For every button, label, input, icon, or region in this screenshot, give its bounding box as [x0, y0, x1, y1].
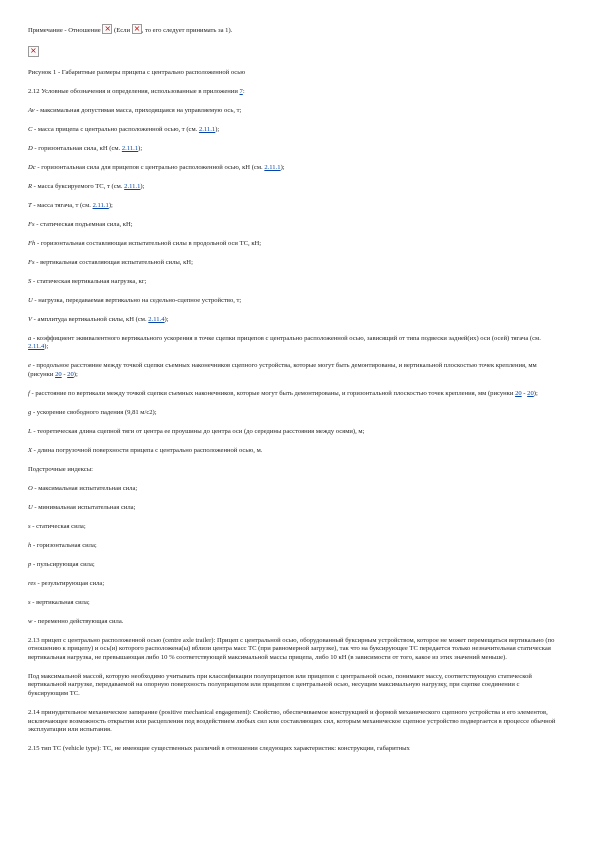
section-2-15: 2.15 тип ТС (vehicle type): ТС, не имеющие существенных различий в отношении следующих характеристик: конструкции, габаритных [28, 745, 410, 753]
symbol: L [28, 427, 32, 435]
section-link[interactable]: 2.11.1 [124, 182, 141, 190]
symbol: V [28, 315, 33, 323]
symbol: C [28, 125, 33, 133]
definition-item [28, 278, 558, 287]
definition-text: - нагрузка, передаваемая вертикально на седельно-сцепное устройство, т; [32, 296, 242, 304]
section-link[interactable]: 2.11.1 [92, 201, 109, 209]
subscript-item [28, 580, 558, 589]
definition-tail: ); [108, 201, 113, 209]
definition-text: - длина погрузочной поверхности прицепа с центрально расположенной осью, м. [32, 446, 263, 454]
definition-text: - теоретическая длина сцепной тяги от центра ее проушины до центра оси (до середины расстояния между осями), м; [31, 427, 365, 435]
definition-text: - минимальная испытательная сила; [32, 503, 136, 511]
definition-e [28, 362, 558, 379]
section-link[interactable]: 2.11.4 [28, 343, 45, 351]
definition-text: - максимальная испытательная сила; [32, 484, 138, 492]
symbol: Fs [28, 258, 35, 266]
definition-text: - масса тягача, т (см. [31, 201, 93, 209]
definition-item [28, 126, 558, 135]
section-link[interactable]: 2.11.1 [198, 125, 216, 133]
symbol: U [28, 503, 33, 511]
section-link[interactable]: 2.11.1 [121, 144, 139, 152]
definition-tail: ); [164, 315, 169, 323]
definition-tail: ); [44, 343, 49, 351]
appendix-link[interactable]: 7 [239, 87, 243, 95]
definition-text: - масса буксируемого ТС, т (см. [32, 182, 125, 190]
definition-L [28, 428, 558, 437]
definition-item [28, 145, 558, 154]
symbol: w [28, 617, 33, 625]
symbol: T [28, 201, 32, 209]
figure-link[interactable]: 20 [67, 370, 74, 378]
symbol: h [28, 541, 32, 549]
section-2-13: 2.13 прицеп с центрально расположенной осью (centre axle trailer): Прицеп с центральной осью, оборудованный буксирным устройством, которое не может перемещаться вертикально (по отношению к прицепу) и ось(и) которого расположена(ы) вблизи центра масс ТС (при равномерной загрузке), так что на буксирующее ТС передается только незначительная статическая вертикальная нагрузка, не превышающая либо 10 % соответствующей максимальной массы прицепа, либо 10 кН (в зависимости от того, какое из этих значений меньше). [28, 636, 555, 661]
document-page [28, 24, 558, 764]
subscript-item [28, 523, 558, 532]
figure-link[interactable]: 20 [515, 389, 522, 397]
definition-X [28, 447, 558, 456]
definition-text: - статическая вертикальная нагрузка, кг; [31, 277, 147, 285]
definition-tail: ); [280, 163, 285, 171]
definition-text: - горизонтальная составляющая испытательной силы в продольной оси ТС, кН; [35, 239, 262, 247]
definition-item [28, 259, 558, 268]
subscript-item [28, 561, 558, 570]
symbol: f [28, 389, 30, 397]
definition-text: - продольное расстояние между точкой сцепки съемных наконечников сцепного устройства, которые могут быть демонтированы, и вертикальной плоскостью точек крепления, мм (рисунки [28, 362, 537, 378]
subscript-item [28, 618, 558, 627]
definition-tail: ); [533, 389, 538, 397]
broken-image-icon [102, 24, 112, 34]
broken-image-icon [132, 24, 142, 34]
symbol: Dc [28, 163, 36, 171]
section-2-12 [28, 88, 558, 97]
symbol: res [28, 579, 36, 587]
definition-tail: ); [138, 144, 143, 152]
definition-text: - пульсирующая сила; [31, 560, 95, 568]
definition-text: - вертикальная составляющая испытательной силы, кН; [34, 258, 193, 266]
definition-f [28, 390, 558, 399]
max-mass-paragraph: Под максимальной массой, которую необходимо учитывать при классификации полуприцепов или прицепов с центральной осью, понимают массу, соответствующую статической вертикальной нагрузке, передаваемой на опорную поверхность полуприцепом или прицепом с центральной осью, несущим максимальную нагрузку, при сцепке соединении с буксирующим ТС. [28, 672, 532, 698]
section-2-14: 2.14 принудительное механическое запирание (positive mechanical engagement): Свойство, обеспечиваемое конструкцией и формой механического сцепного устройства и его элементов, исключающее возможность открытия или расцепления под воздействием любых сил или составляющих сил, которым механическое сцепное устройство подвергается в процессе обычной эксплуатации или испытания. [28, 709, 556, 734]
symbol: S [28, 277, 32, 285]
definition-text: - горизонтальная сила; [31, 541, 97, 549]
symbol: D [28, 144, 33, 152]
definitions-list [28, 107, 558, 324]
definition-text: - результирующая сила; [35, 579, 105, 587]
definition-item [28, 202, 558, 211]
section-2-12-tail: : [242, 87, 245, 95]
definition-text: - вертикальная сила; [30, 598, 90, 606]
definition-text: - переменно действующая сила. [32, 617, 124, 625]
section-link[interactable]: 2.11.1 [264, 163, 281, 171]
symbol: s [28, 598, 31, 606]
symbol: X [28, 446, 33, 454]
definition-item [28, 183, 558, 192]
definition-tail: ); [73, 370, 78, 378]
definition-text: - масса прицепа с центрально расположенной осью, т (см. [32, 125, 199, 133]
subscript-item [28, 542, 558, 551]
definition-item [28, 221, 558, 230]
definition-item [28, 297, 558, 306]
symbol: Av [28, 106, 35, 114]
definition-text: - горизонтальная сила для прицепов с центрально расположенной осью, кН (см. [35, 163, 265, 171]
note-paragraph [28, 24, 558, 36]
definition-text: - статическая сила; [30, 522, 86, 530]
definition-text: - максимальная допустимая масса, приходящаяся на управляемую ось, т; [34, 106, 242, 114]
range-dash: - [521, 389, 528, 397]
section-link[interactable]: 2.11.4 [148, 315, 165, 323]
subscripts-list [28, 485, 558, 626]
figure-link[interactable]: 20 [55, 370, 62, 378]
subscripts-heading: Подстрочные индексы: [28, 465, 93, 473]
definition-text: - коэффициент эквивалентного вертикального ускорения в точке сцепки прицепов с центрально расположенной осью, зависящий от типа подвески задней(их) оси (осей) тягача (см. [31, 334, 541, 342]
symbol: a [28, 334, 32, 342]
definition-a [28, 335, 558, 352]
definition-item [28, 164, 558, 173]
figure-link[interactable]: 20 [527, 389, 534, 397]
note-text-end: , то его следует принимать за 1). [141, 27, 233, 34]
subscript-item [28, 504, 558, 513]
definition-text: - статическая подъемная сила, кН; [34, 220, 133, 228]
definition-text: - амплитуда вертикальной силы, кН (см. [32, 315, 149, 323]
subscript-item [28, 485, 558, 494]
symbol: R [28, 182, 33, 190]
note-text-mid: (Если [112, 27, 132, 34]
symbol: g [28, 408, 32, 416]
definition-tail: ); [215, 125, 220, 133]
symbol: s [28, 522, 31, 530]
definition-item [28, 240, 558, 249]
symbol: p [28, 560, 32, 568]
range-dash: - [61, 370, 68, 378]
section-2-12-text: 2.12 Условные обозначения и определения, использованные в приложении [28, 87, 240, 95]
symbol: Fh [28, 239, 36, 247]
note-text-start: Примечание - Отношение [28, 27, 103, 34]
definition-tail: ); [140, 182, 145, 190]
subscript-item [28, 599, 558, 608]
definition-text: - горизонтальная сила, кН (см. [32, 144, 122, 152]
symbol: U [28, 296, 33, 304]
definition-item [28, 316, 558, 325]
definition-text: - расстояние по вертикали между точкой сцепки съемных наконечников, которые могут быть демонтированы, и горизонтальной плоскостью точек крепления, мм (рисунки [29, 389, 516, 397]
figure-caption: Рисунок 1 - Габаритные размеры прицепа с центрально расположенной осью [28, 68, 246, 76]
symbol: Fs [28, 220, 35, 228]
definition-g [28, 409, 558, 418]
figure-broken-image-icon [28, 46, 39, 57]
definition-text: - ускорение свободного падения (9,81 м/с2); [31, 408, 157, 416]
symbol: e [28, 362, 31, 370]
definition-item [28, 107, 558, 116]
symbol: O [28, 484, 33, 492]
